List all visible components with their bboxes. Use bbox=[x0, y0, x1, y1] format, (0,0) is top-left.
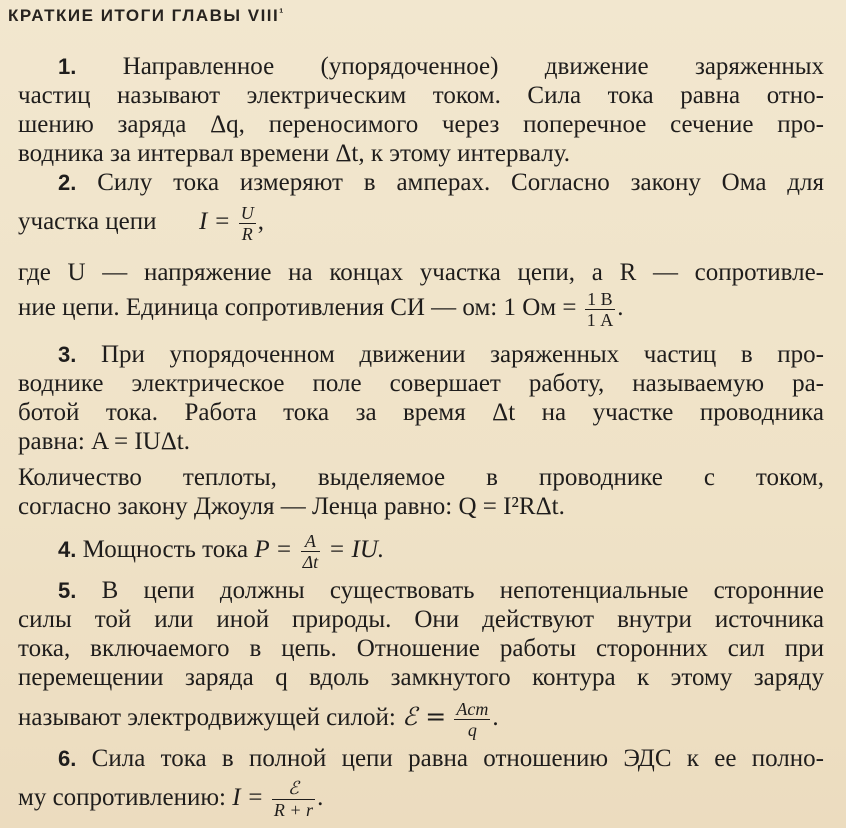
p2-text-4: ние цепи. Единица сопротивления СИ — ом: 1 Ом = bbox=[18, 294, 577, 321]
p1-line-1 bbox=[58, 52, 824, 82]
emf-denominator: q bbox=[467, 719, 477, 740]
p5-line-4: перемещении заряда q вдоль замкнутого контура к этому заряду bbox=[18, 664, 824, 691]
p2-line-3: где U — напряжение на концах участка цепи, а R — сопротивле- bbox=[18, 259, 824, 286]
p2-line-1 bbox=[58, 168, 824, 198]
ohm-unit-numerator: 1 В bbox=[585, 289, 616, 310]
p1-line-2: частиц называют электрическим током. Сила тока равна отно- bbox=[18, 82, 824, 109]
p5-line-1 bbox=[58, 576, 824, 606]
p2-ohm-formula-line bbox=[18, 200, 824, 244]
p6-line-1 bbox=[58, 744, 824, 774]
p3-line-1 bbox=[58, 340, 824, 370]
full-circuit-denominator: R + r bbox=[273, 799, 314, 820]
p3-line-6: согласно закону Джоуля — Ленца равно: Q = I²RΔt. bbox=[18, 493, 565, 520]
p2-text-2: участка цепи bbox=[18, 208, 157, 235]
p6-text-2: му сопротивлению: bbox=[18, 784, 226, 811]
ohm-unit-fraction bbox=[585, 289, 616, 330]
full-circuit-formula-lhs: I = bbox=[232, 784, 264, 811]
ohm-denominator: R bbox=[241, 223, 253, 244]
p3-line-2: воднике электрическое поле совершает работу, называемую ра- bbox=[18, 370, 824, 397]
p5-emf-formula-line bbox=[18, 695, 824, 740]
p6-text-1: Сила тока в полной цепи равна отношению ЭДС к ее полно- bbox=[91, 745, 824, 772]
p4-text: Мощность тока bbox=[82, 536, 249, 563]
full-circuit-numerator: ℰ bbox=[272, 779, 315, 800]
p3-line-4: равна: A = IUΔt. bbox=[18, 428, 190, 455]
ohm-formula-fraction bbox=[239, 203, 256, 244]
p4-power-formula-line bbox=[58, 528, 824, 572]
p5-number: 5. bbox=[58, 578, 77, 603]
ohm-unit-denominator: 1 А bbox=[586, 309, 614, 330]
power-formula-fraction bbox=[301, 531, 321, 572]
chapter-summary-heading bbox=[8, 6, 285, 26]
p6-full-circuit-formula-line bbox=[18, 776, 824, 820]
ohm-formula-lhs: I = bbox=[199, 208, 231, 235]
p1-text-1: Направленное (упорядоченное) движение заряженных bbox=[122, 53, 825, 80]
p5-text-1: В цепи должны существовать непотенциальные сторонние bbox=[101, 577, 825, 604]
p5-line-2: силы той или иной природы. Они действуют внутри источника bbox=[18, 606, 824, 633]
power-numerator: A bbox=[301, 531, 321, 552]
full-circuit-formula-fraction bbox=[272, 779, 315, 820]
power-formula-lhs: P = bbox=[254, 536, 293, 563]
heading-footnote-mark: ¹ bbox=[279, 6, 285, 20]
p2-text-1: Силу тока измеряют в амперах. Согласно закону Ома для bbox=[97, 169, 824, 196]
emf-formula-tail: . bbox=[492, 704, 499, 731]
p2-ohm-unit-line bbox=[18, 286, 824, 330]
p5-line-3: тока, включаемого в цепь. Отношение работы сторонних сил при bbox=[18, 635, 824, 662]
p6-number: 6. bbox=[58, 746, 77, 771]
p3-line-3: ботой тока. Работа тока за время Δt на участке проводника bbox=[18, 399, 824, 426]
p1-line-4: водника за интервал времени Δt, к этому интервалу. bbox=[18, 140, 570, 167]
p4-number: 4. bbox=[58, 537, 77, 562]
emf-formula-lhs: ℰ = bbox=[402, 702, 447, 731]
p3-number: 3. bbox=[58, 342, 77, 367]
p3-line-5: Количество теплоты, выделяемое в проводнике с током, bbox=[18, 464, 824, 491]
power-formula-rhs: = IU. bbox=[328, 536, 385, 563]
power-denominator: Δt bbox=[302, 551, 319, 572]
p3-text-1: При упорядоченном движении заряженных частиц в про- bbox=[100, 341, 824, 368]
heading-text: КРАТКИЕ ИТОГИ ГЛАВЫ VIII bbox=[8, 6, 280, 25]
emf-formula-fraction bbox=[454, 699, 490, 740]
p1-line-3: шению заряда Δq, переносимого через поперечное сечение про- bbox=[18, 111, 824, 138]
ohm-formula-tail: , bbox=[257, 208, 264, 235]
ohm-numerator: U bbox=[240, 202, 254, 223]
p2-number: 2. bbox=[58, 170, 77, 195]
p1-number: 1. bbox=[58, 54, 77, 79]
emf-numerator: Aст bbox=[456, 698, 489, 719]
full-circuit-formula-tail: . bbox=[317, 784, 324, 811]
ohm-unit-tail: . bbox=[617, 294, 624, 321]
p5-text-5: называют электродвижущей силой: bbox=[18, 704, 396, 731]
